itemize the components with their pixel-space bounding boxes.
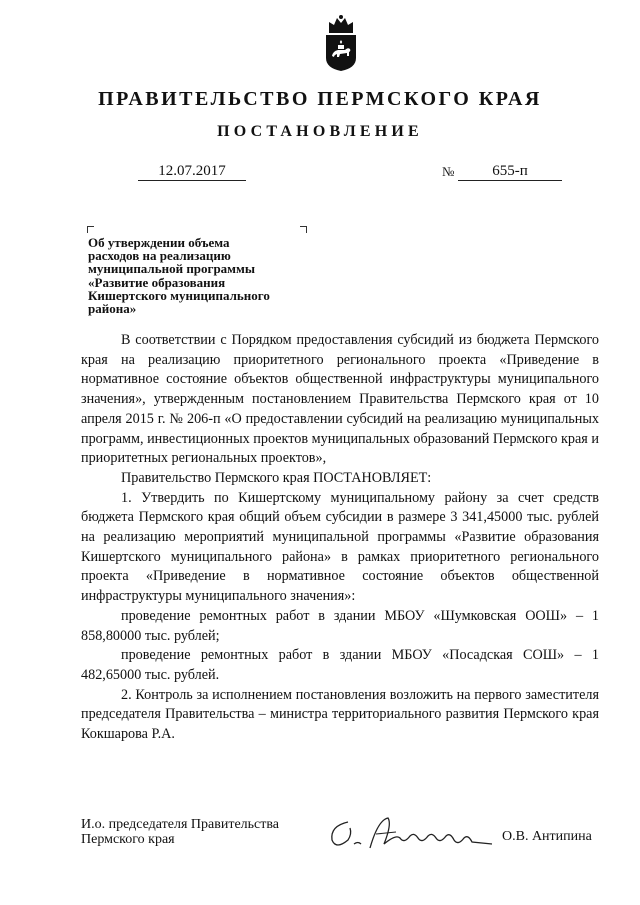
government-title: ПРАВИТЕЛЬСТВО ПЕРМСКОГО КРАЯ bbox=[98, 88, 542, 110]
document-number: 655-п bbox=[458, 162, 562, 181]
handwritten-signature bbox=[326, 814, 494, 854]
item-shumkovskaya-paragraph: проведение ремонтных работ в здании МБОУ «Шумковская ООШ» – 1 858,80000 тыс. рублей; bbox=[81, 607, 599, 644]
clause-1-paragraph: 1. Утвердить по Кишертскому муниципальному району за счет средств бюджета Пермского края общий объем субсидии в размере 3 341,45000 тыс. рублей на реализацию мероприятий муниципальной программы «Развитие образования Кишертского муниципального района» в рамках приоритетного регионального проекта «Приведение в нормативное состояние объектов общественной инфраструктуры муниципального значения»: bbox=[81, 489, 599, 605]
signatory-position-line: Пермского края bbox=[81, 832, 175, 847]
subject-line: муниципальной программы bbox=[88, 261, 256, 277]
document-subject bbox=[88, 236, 318, 315]
clause-2-paragraph: 2. Контроль за исполнением постановления возложить на первого заместителя председателя Правительства – министра территориального развития Пермского края Кокшарова Р.А. bbox=[81, 686, 599, 743]
subject-corner-mark-right bbox=[300, 226, 307, 233]
subject-line: Кишертского муниципального bbox=[88, 287, 270, 303]
signatory-position-line: И.о. председателя Правительства bbox=[81, 817, 280, 832]
preamble-paragraph: В соответствии с Порядком предоставления субсидий из бюджета Пермского края на реализацию приоритетного регионального проекта «Приведение в нормативное состояние объектов общественной инфраструктуры муниципального значения», утвержденным постановлением Правительства Пермского края от 10 апреля 2015 г. № 206-п «О предоставлении субсидий на реализацию муниципальных программ, инвестиционных проектов муниципальных образований Пермского края и приоритетных региональных проектов», bbox=[81, 332, 599, 467]
subject-line: «Развитие образования bbox=[88, 274, 226, 290]
subject-corner-mark-left bbox=[87, 226, 94, 233]
document-body bbox=[81, 331, 599, 745]
signatory-name: О.В. Антипина bbox=[502, 829, 592, 844]
subject-line: Об утверждении объема bbox=[88, 235, 230, 250]
item-posadskaya-paragraph: проведение ремонтных работ в здании МБОУ «Посадская СОШ» – 1 482,65000 тыс. рублей. bbox=[81, 647, 599, 683]
document-date: 12.07.2017 bbox=[138, 162, 246, 181]
subject-line: района» bbox=[88, 301, 137, 317]
coat-of-arms-icon bbox=[321, 14, 361, 72]
subject-line: расходов на реализацию bbox=[88, 248, 231, 264]
resolution-paragraph: Правительство Пермского края ПОСТАНОВЛЯЕТ: bbox=[121, 469, 432, 486]
number-label: № bbox=[442, 164, 455, 179]
document-type: ПОСТАНОВЛЕНИЕ bbox=[217, 123, 423, 140]
signatory-position bbox=[81, 817, 279, 847]
